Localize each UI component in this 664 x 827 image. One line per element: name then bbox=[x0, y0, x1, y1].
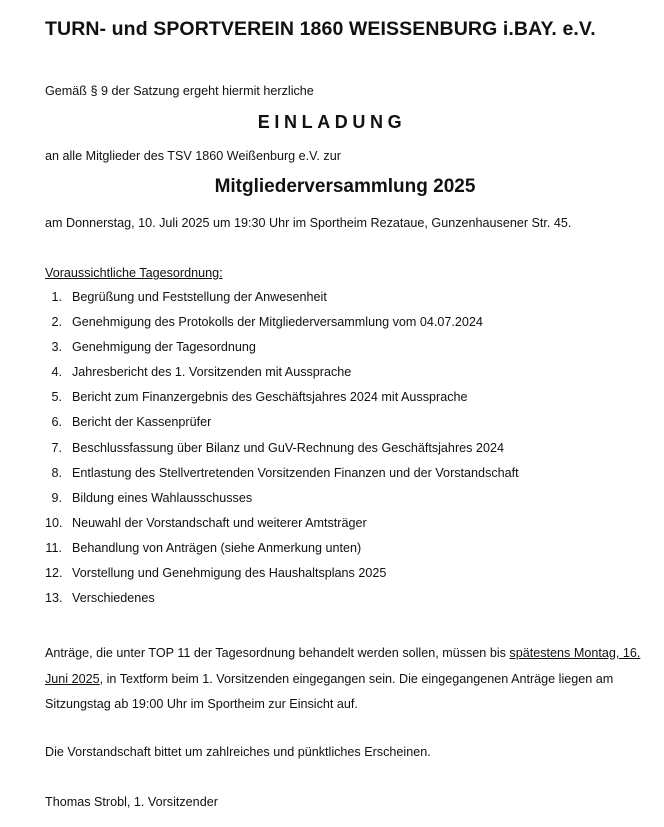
closing-line: Die Vorstandschaft bittet um zahlreiches und pünktliches Erscheinen. bbox=[45, 745, 431, 759]
agenda-item-text: Genehmigung des Protokolls der Mitgliederversammlung vom 04.07.2024 bbox=[72, 315, 483, 330]
agenda-item-text: Bericht zum Finanzergebnis des Geschäftsjahres 2024 mit Aussprache bbox=[72, 390, 468, 405]
addressee-line: an alle Mitglieder des TSV 1860 Weißenburg e.V. zur bbox=[45, 149, 341, 163]
einladung-heading: EINLADUNG bbox=[257, 112, 407, 132]
agenda-item-number: 5. bbox=[51, 390, 62, 405]
organization-title: TURN- und SPORTVEREIN 1860 WEISSENBURG i.BAY. e.V. bbox=[45, 18, 596, 40]
agenda-item-text: Jahresbericht des 1. Vorsitzenden mit Aussprache bbox=[72, 365, 352, 380]
agenda-item-number: 10. bbox=[45, 515, 63, 530]
antraege-paragraph bbox=[45, 641, 645, 718]
agenda-item-text: Genehmigung der Tagesordnung bbox=[72, 340, 256, 355]
agenda-item-number: 11. bbox=[45, 540, 62, 555]
date-location-line: am Donnerstag, 10. Juli 2025 um 19:30 Uhr im Sportheim Rezataue, Gunzenhausener Str. 45. bbox=[45, 216, 572, 230]
agenda-item-text: Vorstellung und Genehmigung des Haushaltsplans 2025 bbox=[72, 566, 387, 581]
agenda-item-number: 4. bbox=[51, 365, 62, 380]
agenda-item-number: 3. bbox=[51, 340, 62, 355]
agenda-item-text: Bildung eines Wahlausschusses bbox=[72, 490, 253, 505]
antraege-deadline: spätestens Montag, 16. Juni 2025 bbox=[45, 646, 641, 686]
agenda-item-number: 6. bbox=[51, 415, 62, 430]
agenda-item-number: 12. bbox=[45, 566, 63, 581]
agenda-heading: Voraussichtliche Tagesordnung: bbox=[45, 266, 223, 280]
agenda-item-text: Beschlussfassung über Bilanz und GuV-Rechnung des Geschäftsjahres 2024 bbox=[72, 440, 504, 455]
agenda-item-text: Begrüßung und Feststellung der Anwesenheit bbox=[72, 290, 327, 304]
antraege-text-start: Anträge, die unter TOP 11 der Tagesordnung behandelt werden sollen, müssen bis bbox=[45, 646, 510, 660]
agenda-item-text: Behandlung von Anträgen (siehe Anmerkung unten) bbox=[72, 540, 362, 555]
agenda-item-number: 1. bbox=[51, 290, 62, 304]
agenda-item-text: Neuwahl der Vorstandschaft und weiterer Amtsträger bbox=[72, 515, 367, 530]
agenda-item-number: 7. bbox=[51, 440, 62, 455]
agenda-item-number: 9. bbox=[51, 490, 62, 505]
agenda-item-number: 8. bbox=[51, 465, 62, 480]
agenda-item-number: 2. bbox=[51, 315, 62, 330]
agenda-item-text: Entlastung des Stellvertretenden Vorsitzenden Finanzen und der Vorstandschaft bbox=[72, 465, 519, 480]
agenda-item-text: Bericht der Kassenprüfer bbox=[72, 415, 212, 430]
signature-line: Thomas Strobl, 1. Vorsitzender bbox=[45, 795, 218, 809]
antraege-text-end: , in Textform beim 1. Vorsitzenden eingegangen sein. Die eingegangenen Anträge liegen am Sitzungstag ab 19:00 Uhr im Sportheim zur Einsicht auf. bbox=[45, 671, 614, 711]
agenda-item-text: Verschiedenes bbox=[72, 591, 155, 606]
event-title: Mitgliederversammlung 2025 bbox=[214, 176, 476, 197]
intro-line: Gemäß § 9 der Satzung ergeht hiermit herzliche bbox=[45, 84, 314, 98]
agenda-item-number: 13. bbox=[45, 591, 63, 606]
